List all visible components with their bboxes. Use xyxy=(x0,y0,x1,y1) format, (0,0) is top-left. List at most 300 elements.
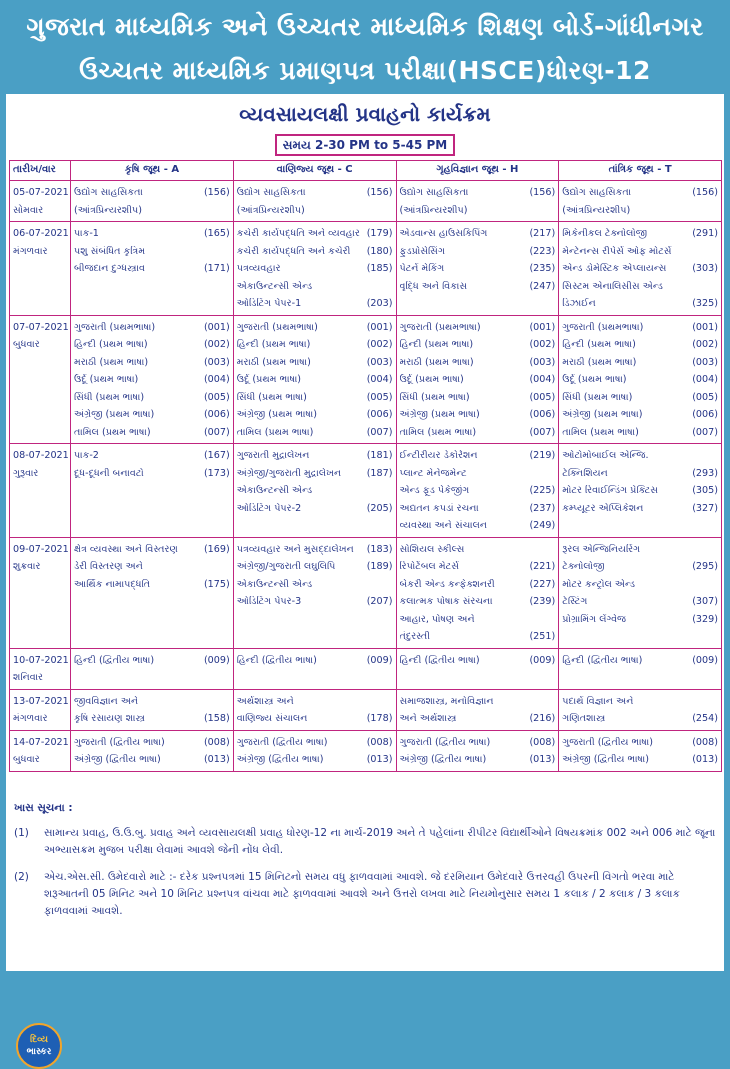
subject-code: (329) xyxy=(692,613,718,625)
subject-line xyxy=(237,336,393,354)
subject-name: રિપોર્ટેબલ મેટર્સ xyxy=(399,561,459,573)
subject-name: કચેરી કાર્યપદ્ધતિ અને વ્યવહાર xyxy=(236,228,360,240)
subject-line xyxy=(562,424,718,442)
subject-name: હિન્દી (દ્વિતીય ભાષા) xyxy=(562,654,643,666)
subject-cell-home-science xyxy=(396,315,559,444)
subject-cell-technical xyxy=(559,689,722,730)
subject-name: રૂરલ એન્જિનિયરિંગ xyxy=(562,543,641,555)
exam-day: બુધવાર xyxy=(13,339,40,350)
subject-line xyxy=(237,693,393,711)
subject-code: (156) xyxy=(692,187,718,199)
subject-name: હિન્દી (પ્રથમ ભાષા) xyxy=(562,339,636,351)
subject-name: અને અર્થશાસ્ત્ર xyxy=(399,713,457,725)
subject-line xyxy=(237,243,393,261)
subject-name: કૃષિ રસાયણ શાસ્ત્ર xyxy=(74,713,145,725)
subject-code: (009) xyxy=(366,654,393,666)
subject-name: અંગ્રેજી (દ્વિતીય ભાષા) xyxy=(562,754,650,766)
subject-cell-home-science xyxy=(396,730,559,771)
subject-cell-agriculture xyxy=(71,181,234,222)
subject-line xyxy=(74,751,230,769)
subject-name: પત્રવ્યવહાર અને મુસદ્દાલેખન xyxy=(236,543,354,555)
note-text: સામાન્ય પ્રવાહ, ઉ.ઉ.બુ. પ્રવાહ અને વ્યવસાયલક્ષી પ્રવાહ ધોરણ-12 ના માર્ચ-2019 અને તે પહેલાંના રીપીટર વિદ્યાર્થીઓને વિષયક્રમાંક 002 અને 006 માટે જૂના અભ્યાસક્રમ મુજબ પરીક્ષા લેવામાં આવશે જેની નોંધ લેવી. xyxy=(44,827,716,856)
note-number: (2) xyxy=(14,871,29,883)
subject-line xyxy=(562,389,718,407)
subject-line xyxy=(74,184,230,202)
subject-cell-agriculture xyxy=(71,689,234,730)
subject-code: (006) xyxy=(692,409,718,421)
subject-line xyxy=(400,541,556,559)
subject-line xyxy=(237,482,393,500)
subject-code: (251) xyxy=(529,631,556,643)
subject-code: (185) xyxy=(366,263,393,275)
subject-code: (007) xyxy=(529,426,556,438)
subject-line xyxy=(237,354,393,372)
subject-cell-commerce xyxy=(233,537,396,648)
subject-cell-agriculture xyxy=(71,537,234,648)
subject-line xyxy=(237,260,393,278)
subject-code: (221) xyxy=(529,561,556,573)
subject-line xyxy=(400,243,556,261)
subject-name: પાક-1 xyxy=(74,228,99,240)
subject-cell-commerce xyxy=(233,181,396,222)
subject-line xyxy=(74,652,230,670)
subject-line xyxy=(237,184,393,202)
header-commerce-group: વાણિજ્ય જૂથ - C xyxy=(233,161,396,181)
subject-code: (295) xyxy=(692,561,718,573)
subject-name: ગુજરાતી (દ્વિતીય ભાષા) xyxy=(562,736,653,748)
subject-cell-commerce xyxy=(233,222,396,316)
subject-line xyxy=(562,447,718,465)
subject-line xyxy=(237,652,393,670)
subject-line xyxy=(400,734,556,752)
subject-name: મરાઠી (પ્રથમ ભાષા) xyxy=(562,356,637,368)
subject-line xyxy=(562,243,718,261)
subject-code: (178) xyxy=(366,713,393,725)
subject-line xyxy=(74,243,230,261)
subject-line xyxy=(400,652,556,670)
divya-bhaskar-logo xyxy=(16,1023,62,1069)
subject-cell-commerce xyxy=(233,730,396,771)
subject-name: અંગ્રેજી/ગુજરાતી મુદ્રાલેખન xyxy=(236,467,342,479)
subject-line xyxy=(400,424,556,442)
subject-line xyxy=(400,184,556,202)
subject-code: (001) xyxy=(203,321,230,333)
subject-name: હિન્દી (દ્વિતીય ભાષા) xyxy=(236,654,317,666)
subject-line xyxy=(562,593,718,611)
subject-code: (003) xyxy=(692,356,718,368)
logo-line-1: દિવ્ય xyxy=(30,1035,48,1045)
subject-code: (002) xyxy=(529,339,556,351)
subject-code: (003) xyxy=(203,356,230,368)
subject-line xyxy=(562,576,718,594)
subject-line xyxy=(74,202,230,220)
subject-name: ઉર્દૂ (પ્રથમ ભાષા) xyxy=(236,374,302,386)
table-row xyxy=(10,222,722,316)
special-notes xyxy=(14,800,716,930)
subject-code: (158) xyxy=(203,713,230,725)
subject-code: (156) xyxy=(366,187,393,199)
subject-cell-technical xyxy=(559,315,722,444)
subject-name: અંગ્રેજી (દ્વિતીય ભાષા) xyxy=(74,754,161,766)
subject-line xyxy=(400,628,556,646)
subject-code: (008) xyxy=(203,736,230,748)
exam-day: સોમવાર xyxy=(13,204,44,216)
subject-code: (325) xyxy=(692,298,718,310)
subject-line xyxy=(562,710,718,728)
subject-code: (004) xyxy=(203,374,230,386)
subject-code: (013) xyxy=(366,754,393,766)
subject-cell-technical xyxy=(559,537,722,648)
subject-line xyxy=(562,751,718,769)
subject-line xyxy=(237,558,393,576)
exam-date: 13-07-2021 xyxy=(13,695,69,707)
subject-name: ગુજરાતી (પ્રથમભાષા) xyxy=(236,321,318,333)
subject-code: (003) xyxy=(366,356,393,368)
subject-code: (203) xyxy=(366,298,393,310)
subject-code: (303) xyxy=(692,263,718,275)
subject-code: (001) xyxy=(692,321,718,333)
subject-name: મરાઠી (પ્રથમ ભાષા) xyxy=(236,356,311,368)
subject-cell-technical xyxy=(559,648,722,689)
subject-code: (013) xyxy=(203,754,230,766)
subject-name: સમાજશાસ્ત્ર, મનોવિજ્ઞાન xyxy=(399,695,494,707)
subject-code: (247) xyxy=(529,280,556,292)
subject-line xyxy=(400,406,556,424)
subject-name: હિન્દી (દ્વિતીય ભાષા) xyxy=(74,654,155,666)
subject-line xyxy=(74,558,230,576)
subject-name: અંગ્રેજી (પ્રથમ ભાષા) xyxy=(562,409,643,421)
subject-code: (205) xyxy=(366,502,393,514)
subject-line xyxy=(400,593,556,611)
subject-name: અદ્યતન કપડાં રચના xyxy=(399,502,479,514)
notes-heading: ખાસ સૂચના : xyxy=(14,802,73,814)
subject-code: (293) xyxy=(692,467,718,479)
subject-line xyxy=(237,710,393,728)
table-row xyxy=(10,689,722,730)
subject-name: તામિલ (પ્રથમ ભાષા) xyxy=(74,426,151,438)
subject-name: પત્રવ્યવહાર xyxy=(236,263,281,275)
note-item xyxy=(14,869,716,920)
subject-line xyxy=(400,517,556,535)
subject-cell-agriculture xyxy=(71,730,234,771)
subject-code: (005) xyxy=(529,391,556,403)
subject-line xyxy=(237,319,393,337)
subject-line xyxy=(74,541,230,559)
subject-name: પ્લાન્ટ મેનેજમેન્ટ xyxy=(399,467,467,479)
subject-code: (305) xyxy=(692,485,718,497)
subject-code: (291) xyxy=(692,228,718,240)
subject-name: તામિલ (પ્રથમ ભાષા) xyxy=(399,426,477,438)
subject-line xyxy=(74,371,230,389)
subject-name: તામિલ (પ્રથમ ભાષા) xyxy=(236,426,314,438)
subject-code: (219) xyxy=(529,450,556,462)
date-cell xyxy=(10,222,71,316)
subject-name: (આંત્રપ્રિન્યરશીપ) xyxy=(74,204,142,216)
subject-name: ઓટોમોબાઈલ એન્જિ. xyxy=(562,450,649,462)
subject-code: (239) xyxy=(529,596,556,608)
subject-line xyxy=(400,611,556,629)
subject-name: ગુજરાતી (પ્રથમભાષા) xyxy=(399,321,481,333)
subject-name: ગુજરાતી (દ્વિતીય ભાષા) xyxy=(74,736,165,748)
subject-cell-agriculture xyxy=(71,444,234,538)
header-date-day: તારીખ/વાર xyxy=(10,161,71,181)
subject-name: ટેક્નોલોજી xyxy=(562,561,605,573)
subject-code: (008) xyxy=(366,736,393,748)
exam-date: 07-07-2021 xyxy=(13,321,69,333)
subject-code: (223) xyxy=(529,245,556,257)
subject-line xyxy=(400,319,556,337)
subject-name: પશુ સંબંધિત કૃત્રિમ xyxy=(74,245,146,257)
subject-name: મોટર રિવાઈન્ડિંગ પ્રેક્ટિસ xyxy=(562,485,658,497)
subject-name: ગણિતશાસ્ત્ર xyxy=(562,713,606,725)
subject-code: (187) xyxy=(366,467,393,479)
table-row xyxy=(10,537,722,648)
subject-name: તંદુરસ્તી xyxy=(399,631,431,643)
subject-name: (આંત્રપ્રિન્યરશીપ) xyxy=(399,204,468,216)
subject-cell-home-science xyxy=(396,181,559,222)
subject-line xyxy=(400,500,556,518)
date-cell xyxy=(10,315,71,444)
subject-name: અંગ્રેજી (પ્રથમ ભાષા) xyxy=(74,409,155,421)
subject-line xyxy=(237,406,393,424)
subject-cell-technical xyxy=(559,444,722,538)
subject-name: વૃદ્ધિ અને વિકાસ xyxy=(399,280,468,292)
exam-date: 10-07-2021 xyxy=(13,654,69,666)
subject-line xyxy=(562,693,718,711)
subject-name: (આંત્રપ્રિન્યરશીપ) xyxy=(236,204,305,216)
subject-name: ગુજરાતી (દ્વિતીય ભાષા) xyxy=(399,736,491,748)
subject-line xyxy=(562,652,718,670)
subject-name: પદાર્થ વિજ્ઞાન અને xyxy=(562,695,634,707)
note-text: એચ.એસ.સી. ઉમેદવારો માટે :- દરેક પ્રશ્નપત્રમાં 15 મિનિટનો સમય વધુ ફાળવવામાં આવશે. જે દરમિયાન ઉમેદવારે ઉત્તરવહી ઉપરની વિગતો ભરવા માટે શરૂઆતની 05 મિનિટ અને 10 મિનિટ પ્રશ્નપત્ર વાંચવા માટે ફાળવવામાં આવશે અને ઉત્તરો લખવા માટે નિયમોનુસાર સમય 1 કલાક / 2 કલાક / 3 કલાક ફાળવવામાં આવશે. xyxy=(44,871,680,917)
subject-name: ઈન્ટીરીયર ડેકોરેશન xyxy=(399,450,478,462)
table-row xyxy=(10,315,722,444)
exam-day: શુક્રવાર xyxy=(13,561,41,572)
subject-name: ઉદ્યોગ સાહસિકતા xyxy=(74,187,143,199)
subject-line xyxy=(562,260,718,278)
subject-code: (001) xyxy=(529,321,556,333)
note-item xyxy=(14,825,716,859)
subject-cell-agriculture xyxy=(71,315,234,444)
exam-day: શનિવાર xyxy=(13,672,43,683)
subject-line xyxy=(562,295,718,313)
date-cell xyxy=(10,181,71,222)
subject-line xyxy=(74,576,230,594)
subject-name: સિંધી (પ્રથમ ભાષા) xyxy=(399,391,470,403)
subject-line xyxy=(562,354,718,372)
subject-code: (002) xyxy=(366,339,393,351)
subject-line xyxy=(400,751,556,769)
subject-line xyxy=(562,278,718,296)
date-cell xyxy=(10,537,71,648)
subject-name: સિસ્ટમ એનાલિસીસ એન્ડ xyxy=(562,280,663,292)
subject-name: અંગ્રેજી (દ્વિતીય ભાષા) xyxy=(236,754,324,766)
subject-code: (327) xyxy=(692,502,718,514)
subject-line xyxy=(400,225,556,243)
subject-name: એકાઉન્ટન્સી એન્ડ xyxy=(236,485,313,497)
subject-name: મિકેનીકલ ટેક્નોલોજી xyxy=(562,228,648,240)
exam-date: 08-07-2021 xyxy=(13,450,69,461)
subject-code: (005) xyxy=(203,391,230,403)
subject-name: ઓડિટિંગ પેપર-2 xyxy=(236,502,302,514)
subject-line xyxy=(237,576,393,594)
subject-line xyxy=(400,260,556,278)
header-line-2: ઉચ્ચતર માધ્યમિક પ્રમાણપત્ર પરીક્ષા(HSCE)ધોરણ-12 xyxy=(79,56,651,85)
exam-date: 05-07-2021 xyxy=(13,187,69,198)
subject-line xyxy=(237,447,393,465)
subject-line xyxy=(400,371,556,389)
subject-name: ગુજરાતી (પ્રથમભાષા) xyxy=(562,321,644,333)
subject-line xyxy=(74,260,230,278)
subject-code: (009) xyxy=(692,654,718,666)
subject-code: (169) xyxy=(203,543,230,555)
table-header-row xyxy=(10,161,722,181)
subject-code: (005) xyxy=(366,391,393,403)
subject-line xyxy=(237,295,393,313)
exam-date: 14-07-2021 xyxy=(13,736,69,748)
subject-name: ગુજરાતી મુદ્રાલેખન xyxy=(236,450,310,462)
subject-line xyxy=(237,593,393,611)
subject-code: (167) xyxy=(203,450,230,462)
subject-code: (237) xyxy=(529,502,556,514)
subject-line xyxy=(562,184,718,202)
subject-line xyxy=(237,389,393,407)
subject-code: (165) xyxy=(203,228,230,240)
subject-cell-home-science xyxy=(396,222,559,316)
subject-name: ઉદ્યોગ સાહસિકતા xyxy=(399,187,469,199)
note-number: (1) xyxy=(14,827,29,839)
subject-line xyxy=(562,734,718,752)
subject-name: ઓડિટિંગ પેપર-1 xyxy=(236,298,302,310)
subject-name: પેટર્ન મેકિંગ xyxy=(399,263,445,275)
subject-code: (173) xyxy=(203,467,230,479)
subject-line xyxy=(400,465,556,483)
subject-code: (009) xyxy=(529,654,556,666)
subject-cell-home-science xyxy=(396,444,559,538)
subject-name: મરાઠી (પ્રથમ ભાષા) xyxy=(399,356,474,368)
exam-day: બુધવાર xyxy=(13,754,40,765)
subject-name: ફુડપ્રોસેસિંગ xyxy=(399,245,445,257)
subject-code: (235) xyxy=(529,263,556,275)
subject-code: (307) xyxy=(692,596,718,608)
subject-line xyxy=(74,354,230,372)
subject-code: (007) xyxy=(692,426,718,438)
subject-code: (006) xyxy=(529,409,556,421)
subject-name: જીવવિજ્ઞાન અને xyxy=(74,695,139,707)
subject-name: એકાઉન્ટન્સી એન્ડ xyxy=(236,280,313,292)
subject-name: ક્ષેત્ર વ્યવસ્થા અને વિસ્તરણ xyxy=(74,543,178,555)
subject-cell-agriculture xyxy=(71,648,234,689)
subject-line xyxy=(237,202,393,220)
subject-line xyxy=(237,541,393,559)
subject-line xyxy=(562,371,718,389)
header-home-science-group: ગૃહવિજ્ઞાન જૂથ - H xyxy=(396,161,559,181)
subject-name: ઉર્દૂ (પ્રથમ ભાષા) xyxy=(74,374,139,386)
header-technical-group: તાંત્રિક જૂથ - T xyxy=(559,161,722,181)
subject-line xyxy=(562,482,718,500)
exam-time-box: સમય 2-30 PM to 5-45 PM xyxy=(275,134,455,156)
subject-line xyxy=(74,693,230,711)
table-row xyxy=(10,730,722,771)
subject-code: (225) xyxy=(529,485,556,497)
subject-code: (001) xyxy=(366,321,393,333)
subject-cell-commerce xyxy=(233,315,396,444)
subject-name: કમ્પ્યૂટર એપ્લિકેશન xyxy=(562,502,644,514)
subject-code: (005) xyxy=(692,391,718,403)
schedule-table xyxy=(9,160,722,772)
subject-name: પ્રોગ્રામિંગ લેંગ્વેજ xyxy=(562,613,627,625)
table-row xyxy=(10,181,722,222)
subject-name: અર્થશાસ્ત્ર અને xyxy=(236,695,294,707)
subject-code: (009) xyxy=(203,654,230,666)
subject-code: (216) xyxy=(529,713,556,725)
subject-code: (013) xyxy=(529,754,556,766)
subject-name: સિંધી (પ્રથમ ભાષા) xyxy=(236,391,307,403)
subject-line xyxy=(400,710,556,728)
subject-line xyxy=(74,389,230,407)
subject-name: આર્થિક નામાપદ્ધતિ xyxy=(74,578,151,590)
date-cell xyxy=(10,689,71,730)
subject-name: સિંધી (પ્રથમ ભાષા) xyxy=(562,391,633,403)
subject-line xyxy=(400,693,556,711)
subject-name: હિન્દી (દ્વિતીય ભાષા) xyxy=(399,654,480,666)
subject-line xyxy=(74,424,230,442)
subject-code: (003) xyxy=(529,356,556,368)
subject-line xyxy=(74,336,230,354)
subject-name: ડિઝાઈન xyxy=(562,298,596,310)
subject-name: સિંધી (પ્રથમ ભાષા) xyxy=(74,391,145,403)
subject-name: અંગ્રેજી/ગુજરાતી લઘુલિપિ xyxy=(236,561,336,573)
table-row xyxy=(10,444,722,538)
subject-line xyxy=(400,202,556,220)
subject-line xyxy=(74,319,230,337)
subject-name: આહાર, પોષણ અને xyxy=(399,613,475,625)
subject-name: એકાઉન્ટન્સી એન્ડ xyxy=(236,578,313,590)
subject-cell-technical xyxy=(559,181,722,222)
subject-name: ગુજરાતી (પ્રથમભાષા) xyxy=(74,321,156,333)
subject-cell-commerce xyxy=(233,689,396,730)
exam-date: 06-07-2021 xyxy=(13,228,69,239)
subject-cell-technical xyxy=(559,222,722,316)
schedule-subtitle: વ્યવસાયલક્ષી પ્રવાહનો કાર્યક્રમ xyxy=(239,102,491,126)
subject-name: (આંત્રપ્રિન્યરશીપ) xyxy=(562,204,631,216)
subject-name: કચેરી કાર્યપદ્ધતિ અને કચેરી xyxy=(236,245,351,257)
subject-code: (007) xyxy=(203,426,230,438)
subject-name: ઉર્દૂ (પ્રથમ ભાષા) xyxy=(562,374,627,386)
date-cell xyxy=(10,648,71,689)
subject-line xyxy=(237,500,393,518)
subject-code: (002) xyxy=(692,339,718,351)
logo-line-2: ભાસ્કર xyxy=(26,1047,52,1057)
subject-name: અંગ્રેજી (દ્વિતીય ભાષા) xyxy=(399,754,487,766)
subject-line xyxy=(400,576,556,594)
subject-line xyxy=(562,319,718,337)
subject-name: મેન્ટેનન્સ રીપેર્સ ઓફ મોટર્સ xyxy=(562,245,672,257)
subject-cell-commerce xyxy=(233,444,396,538)
subject-name: એન્ડ ફૂડ પેકેજીંગ xyxy=(399,485,470,497)
subject-line xyxy=(74,710,230,728)
exam-day: મંગળવાર xyxy=(13,713,48,724)
subject-line xyxy=(237,734,393,752)
subject-line xyxy=(74,734,230,752)
subject-code: (013) xyxy=(692,754,718,766)
subject-code: (227) xyxy=(529,578,556,590)
subject-name: બીજદાન દુગ્ધસ્ત્રાવ xyxy=(74,263,145,275)
exam-date: 09-07-2021 xyxy=(13,543,69,555)
header-agriculture-group: કૃષિ જૂથ - A xyxy=(71,161,234,181)
subject-code: (181) xyxy=(366,450,393,462)
subject-line xyxy=(562,465,718,483)
